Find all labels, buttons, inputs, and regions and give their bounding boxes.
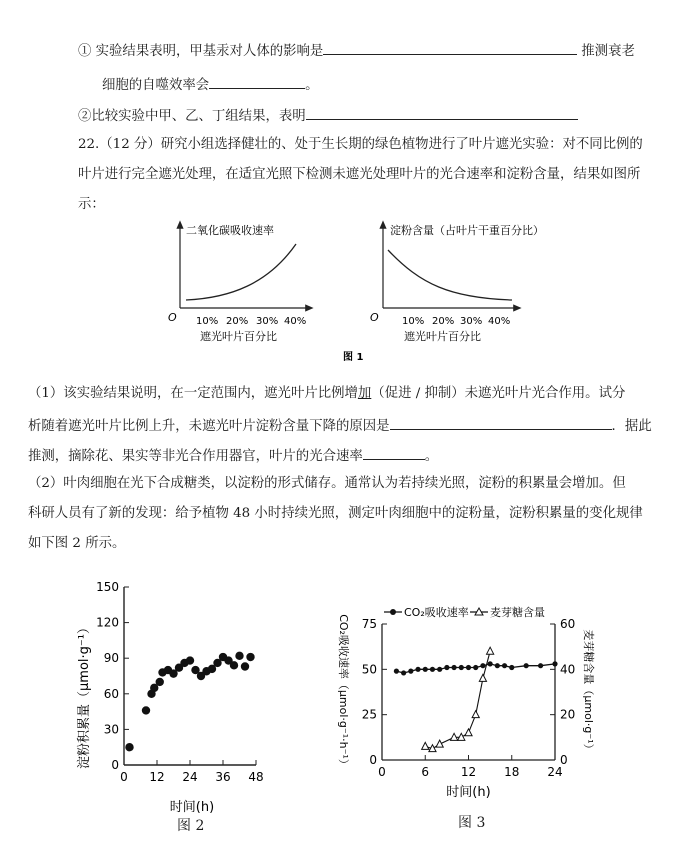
q22-line3: 示： bbox=[78, 197, 105, 212]
fig3-left-tick-label: 25 bbox=[361, 707, 377, 722]
p1-line2-pre: 析随着遮光叶片比例上升，未遮光叶片淀粉含量下降的原因是 bbox=[28, 419, 390, 434]
fig3-co2-point bbox=[538, 663, 543, 668]
fig1-left-tick: 10% bbox=[196, 316, 219, 327]
fig2-caption: 图 2 bbox=[177, 818, 205, 834]
fig2-ytick-label: 120 bbox=[96, 615, 119, 630]
fig2-xtick-label: 0 bbox=[120, 770, 128, 784]
fig3-co2-point bbox=[451, 665, 456, 670]
fig1-right-tick: 20% bbox=[432, 316, 455, 327]
fig2-data-point bbox=[186, 656, 194, 664]
fig3-right-tick-label: 0 bbox=[560, 753, 568, 767]
fig3-xlabel: 时间(h) bbox=[446, 785, 491, 800]
fig3-co2-point bbox=[459, 665, 464, 670]
fig1-right-tick: 30% bbox=[460, 316, 483, 327]
fig3-co2-point bbox=[401, 670, 406, 675]
figure-2-chart bbox=[70, 575, 270, 820]
fig2-xlabel: 时间(h) bbox=[169, 800, 215, 815]
fig3-maltose-point bbox=[436, 740, 443, 747]
q1-line1-post: 推测衰老 bbox=[581, 44, 635, 59]
fig3-co2-point bbox=[430, 667, 435, 672]
fig2-xtick-label: 48 bbox=[248, 770, 264, 784]
fig2-data-point bbox=[241, 662, 249, 670]
fig3-co2-point bbox=[480, 663, 485, 668]
fig3-legend-label: 麦芽糖含量 bbox=[490, 606, 545, 619]
fig3-co2-point bbox=[394, 669, 399, 674]
fig3-xtick-label: 18 bbox=[504, 765, 520, 779]
fig3-co2-point bbox=[488, 661, 493, 666]
fig2-xtick-label: 24 bbox=[182, 770, 198, 784]
q1-line2-post: 。 bbox=[305, 78, 319, 93]
q1-line1-pre: ① 实验结果表明，甲基汞对人体的影响是 bbox=[78, 44, 324, 59]
fig3-co2-point bbox=[502, 663, 507, 668]
fig3-xtick-label: 6 bbox=[421, 765, 430, 779]
fig1-left-ylabel: 二氧化碳吸收速率 bbox=[186, 224, 274, 237]
fig1-right-curve bbox=[388, 250, 512, 300]
answer-blank[interactable] bbox=[323, 40, 577, 55]
q1-line1 bbox=[78, 40, 635, 62]
fig3-co2-point bbox=[466, 665, 471, 670]
p2-line2: 科研人员有了新的发现：给予植物 48 小时持续光照，测定叶肉细胞中的淀粉量，淀粉积累量的变化规律 bbox=[28, 506, 643, 521]
fig3-co2-point bbox=[415, 667, 420, 672]
fig3-co2-point bbox=[423, 667, 428, 672]
fig2-data-point bbox=[125, 743, 133, 751]
fig3-co2-point bbox=[495, 663, 500, 668]
fig2-data-point bbox=[142, 706, 150, 714]
fig2-ytick-label: 150 bbox=[96, 580, 119, 594]
fig3-legend-label: CO₂吸收速率 bbox=[404, 606, 469, 619]
fig1-right-origin: O bbox=[370, 311, 379, 324]
fig2-ytick-label: 30 bbox=[103, 722, 119, 737]
q1-line2 bbox=[102, 74, 319, 96]
answer-blank[interactable] bbox=[390, 415, 612, 430]
fig3-maltose-point bbox=[479, 674, 486, 681]
figure-1 bbox=[0, 212, 693, 362]
p1-line2-post: ．据此 bbox=[611, 419, 652, 434]
fig3-left-tick-label: 0 bbox=[369, 753, 377, 767]
fig1-right-ylabel: 淀粉含量（占叶片干重百分比） bbox=[390, 224, 544, 237]
fig3-co2-point bbox=[408, 669, 413, 674]
p1-answer-handwritten: 加 bbox=[357, 386, 372, 401]
fig3-xtick-label: 24 bbox=[547, 765, 563, 779]
answer-blank[interactable] bbox=[306, 105, 578, 120]
fig2-xtick-label: 36 bbox=[215, 770, 231, 784]
fig3-right-tick-label: 20 bbox=[560, 707, 576, 722]
fig3-co2-point bbox=[509, 665, 514, 670]
fig3-left-ylabel: CO₂吸收速率（μmol·g⁻¹·h⁻¹） bbox=[337, 614, 350, 770]
fig1-left-tick: 20% bbox=[226, 316, 249, 327]
fig3-left-tick-label: 75 bbox=[361, 617, 377, 631]
fig3-right-ylabel: 麦芽糖含量（μmol·g⁻¹） bbox=[582, 629, 595, 755]
fig3-maltose-point bbox=[465, 729, 472, 736]
fig3-right-tick-label: 40 bbox=[560, 662, 576, 677]
answer-blank[interactable] bbox=[209, 74, 305, 89]
fig2-data-point bbox=[156, 678, 164, 686]
p1-line1-pre: （1）该实验结果说明，在一定范围内，遮光叶片比例增 bbox=[28, 386, 358, 401]
fig2-data-point bbox=[230, 661, 238, 669]
q1-line3-pre: ②比较实验中甲、乙、丁组结果，表明 bbox=[78, 109, 306, 124]
p1-line1-post: （促进 / 抑制）未遮光叶片光合作用。试分 bbox=[371, 386, 626, 401]
figure-3-chart bbox=[310, 590, 610, 800]
fig1-left-curve bbox=[186, 244, 296, 300]
fig3-maltose-point bbox=[422, 742, 429, 749]
fig3-maltose-point bbox=[472, 711, 479, 718]
fig1-right-panel bbox=[370, 223, 544, 343]
fig1-left-tick: 40% bbox=[284, 316, 307, 327]
fig3-right-tick-label: 60 bbox=[560, 617, 576, 631]
fig1-right-tick: 40% bbox=[488, 316, 511, 327]
p2-line3: 如下图 2 所示。 bbox=[28, 536, 126, 551]
fig1-caption: 图 1 bbox=[343, 352, 364, 362]
fig3-left-tick-label: 50 bbox=[361, 662, 377, 677]
p1-line1 bbox=[28, 384, 625, 404]
q22-line1: 22.（12 分）研究小组选择健壮的、处于生长期的绿色植物进行了叶片遮光实验：对不同比例的 bbox=[78, 137, 643, 152]
fig3-legend bbox=[384, 605, 545, 619]
fig1-left-origin: O bbox=[168, 311, 177, 324]
q22-line2: 叶片进行完全遮光处理，在适宜光照下检测未遮光处理叶片的光合速率和淀粉含量，结果如图所 bbox=[78, 167, 641, 182]
fig3-co2-point bbox=[444, 665, 449, 670]
fig3-co2-point bbox=[437, 667, 442, 672]
fig2-ytick-label: 0 bbox=[111, 758, 119, 772]
fig3-legend-marker bbox=[390, 609, 396, 615]
fig1-right-xlabel: 遮光叶片百分比 bbox=[404, 330, 481, 343]
fig1-left-tick: 30% bbox=[256, 316, 279, 327]
q1-line2-pre: 细胞的自噬效率会 bbox=[102, 78, 210, 93]
fig2-data-point bbox=[235, 652, 243, 660]
fig2-ytick-label: 60 bbox=[103, 686, 119, 701]
fig1-left-xlabel: 遮光叶片百分比 bbox=[200, 330, 277, 343]
fig1-right-tick: 10% bbox=[402, 316, 425, 327]
p1-line3-pre: 推测，摘除花、果实等非光合作用器官，叶片的光合速率 bbox=[28, 449, 363, 464]
fig2-ylabel: 淀粉积累量（μmol·g⁻¹） bbox=[77, 621, 92, 769]
p1-line3-post: 。 bbox=[424, 449, 439, 464]
p2-line1: （2）叶肉细胞在光下合成糖类，以淀粉的形式储存。通常认为若持续光照，淀粉的积累量会增加。但 bbox=[28, 476, 626, 491]
fig3-co2-point bbox=[524, 663, 529, 668]
fig2-xtick-label: 12 bbox=[149, 770, 165, 784]
q1-line3 bbox=[78, 105, 578, 127]
fig3-co2-point bbox=[473, 665, 478, 670]
fig3-caption: 图 3 bbox=[458, 815, 486, 831]
fig3-maltose-point bbox=[487, 647, 494, 654]
fig3-xtick-label: 0 bbox=[378, 765, 386, 779]
p1-line3 bbox=[28, 445, 438, 467]
fig1-left-panel bbox=[168, 223, 310, 343]
fig2-data-point bbox=[246, 653, 254, 661]
fig3-co2-point bbox=[552, 661, 557, 666]
p1-line2 bbox=[28, 415, 652, 437]
answer-blank[interactable] bbox=[363, 445, 425, 460]
fig2-ytick-label: 90 bbox=[103, 651, 119, 666]
fig3-xtick-label: 12 bbox=[460, 765, 477, 779]
